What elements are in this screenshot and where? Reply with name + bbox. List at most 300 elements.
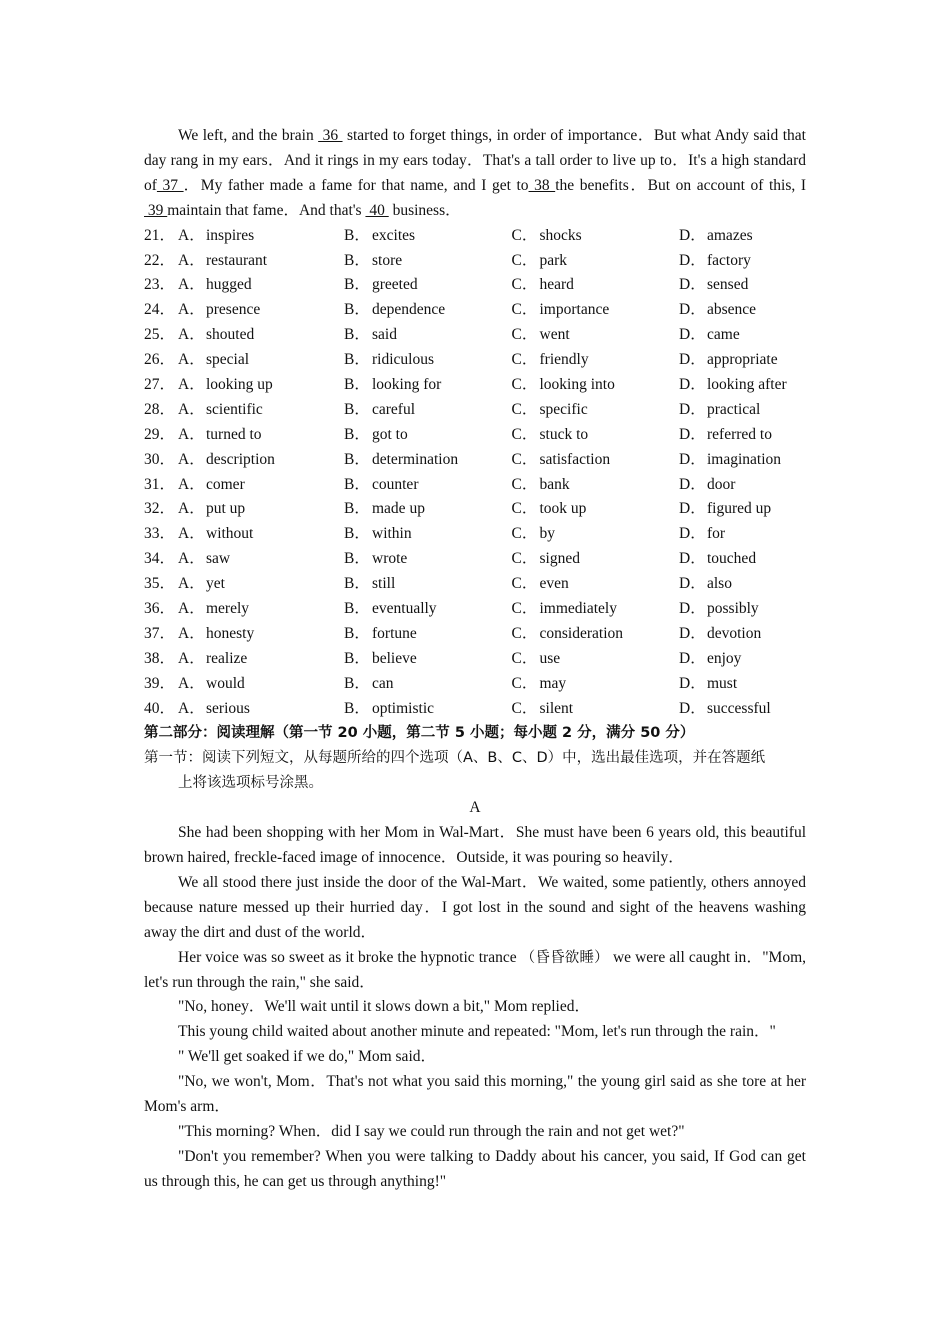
question-number: 37． — [144, 624, 176, 642]
option-text: even — [539, 575, 569, 593]
part2-heading — [144, 721, 806, 746]
option-text: practical — [707, 400, 761, 418]
option-letter: B． — [344, 624, 370, 642]
option-a — [178, 497, 344, 522]
option-text: yet — [206, 575, 225, 593]
option-letter: B． — [344, 276, 370, 294]
option-b — [344, 497, 512, 522]
option-c — [512, 672, 680, 697]
option-text: successful — [707, 699, 771, 717]
passage-paragraph-3 — [144, 946, 806, 996]
option-text: possibly — [707, 599, 759, 617]
option-a — [178, 323, 344, 348]
option-text: presence — [206, 301, 261, 319]
passage-paragraph-6: " We'll get soaked if we do," Mom said． — [178, 1048, 436, 1066]
option-a — [178, 423, 344, 448]
option-text: ridiculous — [372, 351, 434, 369]
option-letter: A． — [178, 226, 205, 244]
option-a — [178, 672, 344, 697]
text-run: started to forget things, in order of importance．But what Andy said that day rang in my ears．And it rings in my ears today．That's a tall order to live up to．It's a high standard of — [144, 127, 806, 194]
option-text: still — [372, 575, 396, 593]
option-text: shocks — [539, 226, 582, 244]
option-text: sensed — [707, 276, 749, 294]
option-d — [679, 249, 751, 274]
passage-paragraph-9: "Don't you remember? When you were talking to Daddy about his cancer, you said, If God can get us through this, he can get us through anything!" — [144, 1147, 806, 1190]
option-letter: D． — [679, 500, 706, 518]
option-a — [178, 697, 344, 722]
option-b — [344, 423, 512, 448]
option-letter: D． — [679, 599, 706, 617]
option-letter: D． — [679, 649, 706, 667]
option-text: silent — [539, 699, 574, 717]
option-text: got to — [372, 425, 408, 443]
option-letter: C． — [511, 649, 538, 667]
option-d — [679, 597, 759, 622]
option-letter: D． — [679, 699, 706, 717]
option-text: for — [707, 525, 726, 543]
option-text: looking for — [372, 375, 442, 393]
option-letter: D． — [679, 450, 706, 468]
option-text: bank — [539, 475, 570, 493]
option-text: scientific — [206, 400, 263, 418]
option-text: realize — [206, 649, 248, 667]
option-row — [144, 348, 806, 373]
option-letter: A． — [178, 301, 205, 319]
option-text: special — [206, 351, 250, 369]
option-b — [344, 597, 512, 622]
option-letter: B． — [344, 351, 370, 369]
option-row — [144, 473, 806, 498]
question-number: 34． — [144, 550, 176, 568]
passage-paragraph-8: "This morning? When．did I say we could run through the rain and not get wet?" — [178, 1122, 685, 1140]
option-c — [512, 298, 680, 323]
cloze-ending-paragraph — [144, 124, 806, 224]
option-d — [679, 547, 756, 572]
option-letter: A． — [178, 326, 205, 344]
option-letter: B． — [344, 500, 370, 518]
option-text: figured up — [707, 500, 772, 518]
instruction-line-1: 第一节：阅读下列短文，从每题所给的四个选项（A、B、C、D）中，选出最佳选项，并在答题纸 — [144, 750, 766, 767]
option-d — [679, 348, 778, 373]
option-a — [178, 348, 344, 373]
option-c — [512, 522, 680, 547]
option-c — [512, 473, 680, 498]
option-a — [178, 572, 344, 597]
option-letter: B． — [344, 575, 370, 593]
option-text: saw — [206, 550, 231, 568]
option-text: turned to — [206, 425, 262, 443]
question-number: 30． — [144, 450, 176, 468]
option-b — [344, 249, 512, 274]
option-a — [178, 373, 344, 398]
option-letter: D． — [679, 475, 706, 493]
option-text: eventually — [372, 599, 437, 617]
option-letter: D． — [679, 425, 706, 443]
option-b — [344, 547, 512, 572]
option-letter: C． — [511, 351, 538, 369]
option-a — [178, 249, 344, 274]
option-row — [144, 522, 806, 547]
option-text: restaurant — [206, 251, 268, 269]
text-run: Her voice was so sweet as it broke the hypnotic trance — [178, 948, 521, 966]
option-d — [679, 398, 760, 423]
option-row — [144, 672, 806, 697]
option-text: made up — [372, 500, 425, 518]
option-letter: B． — [344, 400, 370, 418]
option-text: specific — [539, 400, 588, 418]
option-text: also — [707, 575, 732, 593]
option-letter: C． — [511, 425, 538, 443]
option-text: excites — [372, 226, 416, 244]
option-row — [144, 398, 806, 423]
question-number: 25． — [144, 326, 176, 344]
option-letter: D． — [679, 226, 706, 244]
question-number: 31． — [144, 475, 176, 493]
option-letter: B． — [344, 699, 370, 717]
exam-page — [144, 124, 806, 1195]
option-letter: A． — [178, 649, 205, 667]
option-text: believe — [372, 649, 417, 667]
passage-paragraph-7: "No, we won't, Mom．That's not what you said this morning," the young girl said as she tore at her Mom's arm． — [144, 1073, 806, 1116]
option-letter: A． — [178, 251, 205, 269]
option-letter: A． — [178, 375, 205, 393]
option-a — [178, 298, 344, 323]
option-a — [178, 448, 344, 473]
option-letter: D． — [679, 400, 706, 418]
option-text: may — [539, 674, 567, 692]
option-letter: A． — [178, 599, 205, 617]
option-text: dependence — [372, 301, 446, 319]
option-c — [512, 249, 680, 274]
option-letter: A． — [178, 450, 205, 468]
option-letter: B． — [344, 649, 370, 667]
option-letter: C． — [511, 500, 538, 518]
option-text: optimistic — [372, 699, 434, 717]
option-row — [144, 572, 806, 597]
option-d — [679, 572, 732, 597]
option-text: would — [206, 674, 245, 692]
passage-paragraph-1: She had been shopping with her Mom in Wal-Mart．She must have been 6 years old, this beautiful brown haired, freckle-faced image of innocence．Outside, it was pouring so heavily． — [144, 824, 806, 866]
option-row — [144, 423, 806, 448]
option-a — [178, 522, 344, 547]
option-row — [144, 497, 806, 522]
option-letter: C． — [511, 450, 538, 468]
instruction-line-2: 上将该选项标号涂黑。 — [178, 775, 323, 792]
option-text: factory — [707, 251, 751, 269]
option-letter: A． — [178, 575, 205, 593]
option-text: friendly — [539, 351, 589, 369]
option-letter: C． — [511, 375, 538, 393]
option-text: devotion — [707, 624, 762, 642]
options-list — [144, 224, 806, 722]
text-run: we were all caught in．"Mom, let's run through the rain," she said． — [144, 948, 806, 991]
option-letter: A． — [178, 624, 205, 642]
option-c — [512, 373, 680, 398]
option-b — [344, 348, 512, 373]
option-text: hugged — [206, 276, 252, 294]
option-letter: D． — [679, 301, 706, 319]
option-c — [512, 647, 680, 672]
option-letter: C． — [511, 550, 538, 568]
option-text: importance — [539, 301, 610, 319]
option-b — [344, 697, 512, 722]
option-text: without — [206, 525, 254, 543]
option-text: comer — [206, 475, 245, 493]
option-text: signed — [539, 550, 580, 568]
option-text: took up — [539, 500, 587, 518]
option-c — [512, 448, 680, 473]
option-text: looking after — [707, 375, 787, 393]
option-text: wrote — [372, 550, 408, 568]
option-letter: D． — [679, 276, 706, 294]
option-d — [679, 448, 781, 473]
question-number: 40． — [144, 699, 176, 717]
option-d — [679, 373, 787, 398]
option-letter: B． — [344, 301, 370, 319]
option-d — [679, 647, 741, 672]
option-letter: A． — [178, 475, 205, 493]
option-letter: D． — [679, 674, 706, 692]
option-text: enjoy — [707, 649, 742, 667]
section1-instruction-cont — [178, 771, 806, 796]
question-number: 32． — [144, 500, 176, 518]
option-text: counter — [372, 475, 419, 493]
option-b — [344, 672, 512, 697]
option-text: looking into — [539, 375, 615, 393]
passage-paragraph-2: We all stood there just inside the door of the Wal-Mart．We waited, some patiently, others annoyed because nature messed up their hurried day．I got lost in the sound and sight of the heavens washing away the dirt and dust of the world． — [144, 873, 806, 941]
option-letter: C． — [511, 475, 538, 493]
option-a — [178, 547, 344, 572]
option-b — [344, 224, 512, 249]
option-letter: C． — [511, 226, 538, 244]
text-run: ．My father made a fame for that name, and I get to — [183, 176, 529, 194]
blank-37: 37 — [156, 176, 184, 194]
option-text: honesty — [206, 624, 255, 642]
blank-39: 39 — [144, 201, 168, 219]
option-letter: A． — [178, 500, 205, 518]
option-letter: C． — [511, 674, 538, 692]
option-b — [344, 448, 512, 473]
option-letter: B． — [344, 674, 370, 692]
option-text: consideration — [539, 624, 624, 642]
option-letter: D． — [679, 351, 706, 369]
option-letter: A． — [178, 550, 205, 568]
option-letter: B． — [344, 599, 370, 617]
option-b — [344, 398, 512, 423]
option-row — [144, 597, 806, 622]
option-text: merely — [206, 599, 250, 617]
option-text: fortune — [372, 624, 417, 642]
question-number: 27． — [144, 375, 176, 393]
option-text: absence — [707, 301, 757, 319]
option-letter: C． — [511, 525, 538, 543]
option-text: appropriate — [707, 351, 778, 369]
option-d — [679, 672, 737, 697]
option-letter: D． — [679, 624, 706, 642]
option-letter: B． — [344, 450, 370, 468]
option-text: within — [372, 525, 412, 543]
option-letter: B． — [344, 326, 370, 344]
option-text: can — [372, 674, 394, 692]
question-number: 35． — [144, 575, 176, 593]
option-letter: C． — [511, 301, 538, 319]
option-text: use — [539, 649, 561, 667]
option-text: looking up — [206, 375, 273, 393]
option-row — [144, 323, 806, 348]
option-c — [512, 398, 680, 423]
option-text: greeted — [372, 276, 418, 294]
option-text: door — [707, 475, 736, 493]
option-text: went — [539, 326, 570, 344]
option-c — [512, 423, 680, 448]
option-b — [344, 373, 512, 398]
blank-40: 40 — [365, 201, 389, 219]
option-letter: A． — [178, 400, 205, 418]
option-a — [178, 273, 344, 298]
option-d — [679, 522, 725, 547]
option-text: touched — [707, 550, 757, 568]
option-d — [679, 224, 753, 249]
option-text: came — [707, 326, 740, 344]
option-letter: C． — [511, 599, 538, 617]
option-d — [679, 298, 756, 323]
option-text: serious — [206, 699, 250, 717]
option-letter: B． — [344, 550, 370, 568]
option-letter: B． — [344, 425, 370, 443]
option-text: shouted — [206, 326, 255, 344]
option-row — [144, 373, 806, 398]
option-b — [344, 323, 512, 348]
option-letter: B． — [344, 251, 370, 269]
text-run: business． — [388, 201, 461, 219]
blank-36: 36 — [318, 127, 343, 144]
option-row — [144, 697, 806, 722]
option-letter: A． — [178, 425, 205, 443]
question-number: 29． — [144, 425, 176, 443]
option-text: amazes — [707, 226, 753, 244]
question-number: 26． — [144, 351, 176, 369]
passage-label: A — [469, 799, 481, 817]
passage-paragraph-4: "No, honey．We'll wait until it slows down a bit," Mom replied． — [178, 998, 590, 1016]
chinese-gloss: （昏昏欲睡） — [520, 949, 609, 966]
question-number: 23． — [144, 276, 176, 294]
option-text: park — [539, 251, 568, 269]
option-text: imagination — [707, 450, 782, 468]
option-b — [344, 622, 512, 647]
option-c — [512, 547, 680, 572]
option-text: put up — [206, 500, 246, 518]
text-run: the benefits．But on account of this, I — [555, 176, 806, 194]
option-letter: D． — [679, 375, 706, 393]
option-text: heard — [539, 276, 574, 294]
option-a — [178, 398, 344, 423]
option-text: said — [372, 326, 397, 344]
option-c — [512, 348, 680, 373]
question-number: 21． — [144, 226, 176, 244]
option-letter: C． — [511, 326, 538, 344]
option-a — [178, 622, 344, 647]
section1-instruction — [144, 746, 806, 771]
option-row — [144, 622, 806, 647]
option-text: by — [539, 525, 555, 543]
option-letter: A． — [178, 674, 205, 692]
text-run: We left, and the brain — [178, 127, 319, 144]
option-text: stuck to — [539, 425, 589, 443]
option-b — [344, 572, 512, 597]
passage-paragraph-5: This young child waited about another minute and repeated: "Mom, let's run through the rain．" — [178, 1023, 776, 1041]
option-row — [144, 273, 806, 298]
option-letter: B． — [344, 226, 370, 244]
option-d — [679, 423, 772, 448]
question-number: 22． — [144, 251, 176, 269]
question-number: 38． — [144, 649, 176, 667]
option-letter: B． — [344, 475, 370, 493]
option-letter: C． — [511, 276, 538, 294]
option-letter: A． — [178, 351, 205, 369]
blank-38: 38 — [528, 176, 556, 194]
part2-heading-text: 第二部分：阅读理解（第一节 20 小题，第二节 5 小题；每小题 2 分，满分 50 分） — [144, 725, 695, 742]
option-c — [512, 572, 680, 597]
option-text: must — [707, 674, 738, 692]
option-text: referred to — [707, 425, 772, 443]
question-number: 24． — [144, 301, 176, 319]
option-letter: D． — [679, 575, 706, 593]
option-d — [679, 323, 740, 348]
option-letter: B． — [344, 375, 370, 393]
option-letter: C． — [511, 400, 538, 418]
option-text: store — [372, 251, 403, 269]
option-letter: C． — [511, 251, 538, 269]
option-letter: C． — [511, 624, 538, 642]
option-text: inspires — [206, 226, 255, 244]
option-d — [679, 273, 748, 298]
option-b — [344, 298, 512, 323]
option-c — [512, 597, 680, 622]
option-letter: B． — [344, 525, 370, 543]
question-number: 28． — [144, 400, 176, 418]
option-d — [679, 622, 761, 647]
option-a — [178, 473, 344, 498]
option-b — [344, 273, 512, 298]
option-b — [344, 473, 512, 498]
option-c — [512, 622, 680, 647]
option-d — [679, 473, 735, 498]
question-number: 33． — [144, 525, 176, 543]
option-letter: A． — [178, 276, 205, 294]
option-a — [178, 597, 344, 622]
option-letter: C． — [511, 699, 538, 717]
option-row — [144, 448, 806, 473]
option-text: immediately — [539, 599, 617, 617]
option-d — [679, 497, 771, 522]
option-letter: D． — [679, 326, 706, 344]
option-letter: D． — [679, 525, 706, 543]
option-row — [144, 298, 806, 323]
option-c — [512, 224, 680, 249]
option-d — [679, 697, 771, 722]
option-letter: D． — [679, 550, 706, 568]
question-number: 39． — [144, 674, 176, 692]
option-text: satisfaction — [539, 450, 611, 468]
option-text: determination — [372, 450, 459, 468]
option-c — [512, 323, 680, 348]
option-text: description — [206, 450, 275, 468]
option-letter: C． — [511, 575, 538, 593]
option-a — [178, 224, 344, 249]
option-c — [512, 273, 680, 298]
option-text: careful — [372, 400, 416, 418]
option-b — [344, 647, 512, 672]
